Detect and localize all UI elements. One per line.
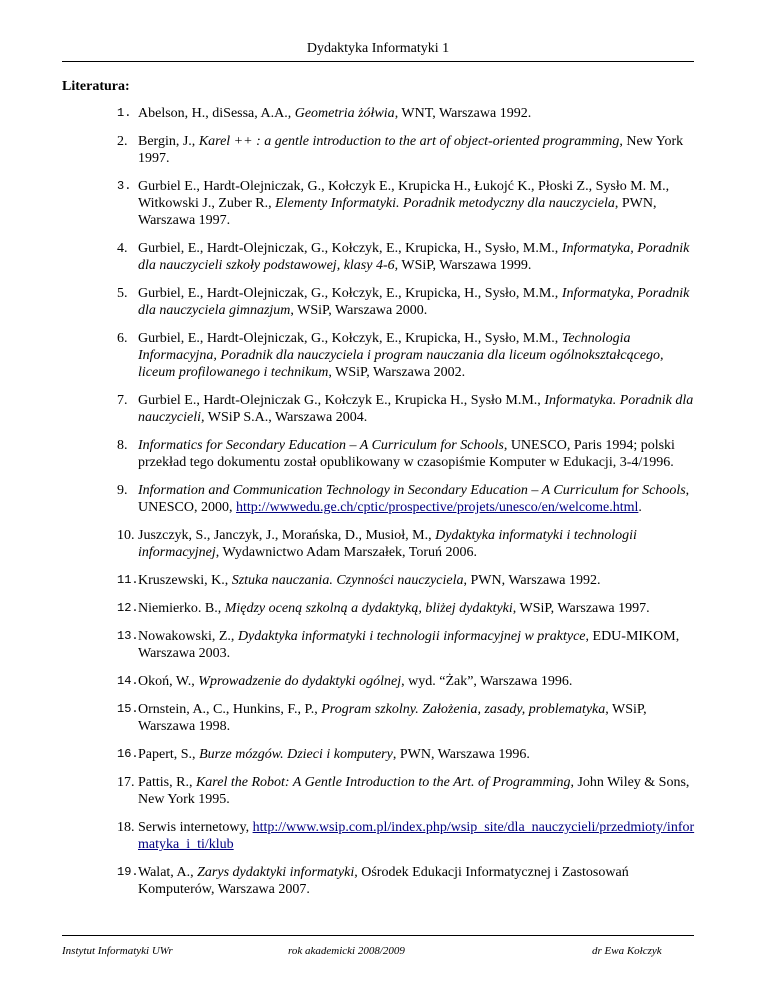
reference-number: 2. (117, 134, 128, 149)
footer-author: dr Ewa Kołczyk (592, 945, 662, 957)
reference-item (117, 819, 699, 853)
reference-publisher: , Ośrodek Edukacji Informatycznej i Zastosowań Komputerów, Warszawa 2007. (138, 865, 629, 897)
reference-number: 9. (117, 483, 128, 498)
reference-authors: Papert, S., (138, 747, 200, 762)
reference-item (117, 330, 699, 381)
reference-publisher: , PWN, Warszawa 1997. (138, 196, 657, 228)
reference-number: 12. (117, 601, 139, 615)
reference-item (117, 240, 699, 274)
reference-number: 14. (117, 674, 139, 688)
header-rule (62, 61, 694, 62)
reference-authors: Bergin, J., (138, 134, 199, 149)
reference-number: 11. (117, 573, 139, 587)
reference-item (117, 133, 699, 167)
reference-item (117, 701, 699, 735)
footer-academic-year: rok akademicki 2008/2009 (288, 945, 405, 957)
reference-item (117, 572, 699, 589)
reference-publisher: , PWN, Warszawa 1996. (392, 747, 530, 762)
reference-item (117, 105, 699, 122)
reference-number: 1. (117, 106, 132, 120)
reference-number: 4. (117, 241, 128, 256)
reference-item (117, 178, 699, 229)
reference-number: 18. (117, 820, 135, 835)
reference-title: Karel the Robot: A Gentle Introduction to the Art. of Programming (195, 775, 571, 790)
reference-authors: Juszczyk, S., Janczyk, J., Morańska, D., Musioł, M., (138, 528, 436, 543)
reference-publisher: , John Wiley & Sons, New York 1995. (138, 775, 690, 807)
reference-authors: Gurbiel E., Hardt-Olejniczak G., Kołczyk E., Krupicka H., Sysło M.M., (138, 393, 545, 408)
reference-title: Information and Communication Technology in Secondary Education – A Curriculum for Schools (138, 483, 686, 498)
reference-number: 19. (117, 865, 139, 879)
section-title: Literatura: (62, 79, 130, 94)
reference-publisher: , UNESCO, 2000, (138, 483, 690, 515)
reference-item (117, 600, 699, 617)
footer-rule (62, 935, 694, 936)
reference-item (117, 392, 699, 426)
reference-title: Program szkolny. Założenia, zasady, problematyka (321, 702, 606, 717)
reference-authors: Gurbiel E., Hardt-Olejniczak, G., Kołczyk E., Krupicka H., Łukojć K., Płoski Z., Sysło M. M., Witkowski J., Zuber R., (138, 179, 670, 211)
reference-publisher: , WSiP, Warszawa 2000. (290, 303, 428, 318)
reference-number: 15. (117, 702, 139, 716)
reference-item (117, 482, 699, 516)
reference-authors: Nowakowski, Z., (138, 629, 238, 644)
reference-link[interactable]: http://wwwedu.ge.ch/cptic/prospective/projets/unesco/en/welcome.html (236, 500, 639, 515)
reference-publisher: , WSiP, Warszawa 2002. (328, 365, 466, 380)
reference-title: Między oceną szkolną a dydaktyką, bliżej dydaktyki (224, 601, 513, 616)
reference-item (117, 285, 699, 319)
reference-item (117, 628, 699, 662)
reference-publisher: , EDU-MIKOM, Warszawa 2003. (138, 629, 680, 661)
reference-publisher: WSiP S.A., Warszawa 2004. (204, 410, 368, 425)
reference-publisher: , PWN, Warszawa 1992. (463, 573, 601, 588)
reference-authors: Gurbiel, E., Hardt-Olejniczak, G., Kołczyk, E., Krupicka, H., Sysło, M.M., (138, 241, 562, 256)
reference-link[interactable]: http://www.wsip.com.pl/index.php/wsip_site/dla_nauczycieli/przedmioty/informatyka_i_ti/klub (138, 820, 695, 852)
reference-number: 3. (117, 179, 132, 193)
reference-number: 16. (117, 747, 139, 761)
reference-number: 13. (117, 629, 139, 643)
reference-title: Zarys dydaktyki informatyki (197, 865, 355, 880)
reference-authors: Kruszewski, K., (138, 573, 232, 588)
reference-title: Technologia Informacyjna, Poradnik dla nauczyciela i program nauczania dla liceum ogólnokształcącego, liceum profilowanego i technikum (138, 331, 664, 380)
reference-end: . (638, 500, 642, 515)
reference-title: Sztuka nauczania. Czynności nauczyciela (231, 573, 464, 588)
reference-item (117, 527, 699, 561)
reference-authors: Serwis internetowy, (138, 820, 253, 835)
reference-item (117, 673, 699, 690)
reference-number: 5. (117, 286, 128, 301)
reference-publisher: , Wydawnictwo Adam Marszałek, Toruń 2006. (215, 545, 478, 560)
reference-authors: Abelson, H., diSessa, A.A., (138, 106, 295, 121)
reference-authors: Ornstein, A., C., Hunkins, F., P., (138, 702, 322, 717)
reference-publisher: , WSiP, Warszawa 1997. (512, 601, 650, 616)
reference-authors: Walat, A., (138, 865, 198, 880)
reference-publisher: , WSiP, Warszawa 1998. (138, 702, 647, 734)
reference-authors: Niemierko. B., (138, 601, 225, 616)
reference-item (117, 746, 699, 763)
reference-title: Informatics for Secondary Education – A Curriculum for Schools (138, 438, 504, 453)
reference-publisher: , wyd. “Żak”, Warszawa 1996. (401, 674, 573, 689)
reference-title: Informatyka. Poradnik dla nauczycieli, (138, 393, 694, 425)
reference-title: Burze mózgów. Dzieci i komputery (199, 747, 393, 762)
reference-number: 6. (117, 331, 128, 346)
reference-title: Informatyka, Poradnik dla nauczycieli szkoły podstawowej, klasy 4-6 (138, 241, 690, 273)
reference-title: Geometria żółwia (294, 106, 395, 121)
reference-number: 17. (117, 775, 135, 790)
page-header: Dydaktyka Informatyki 1 (306, 41, 450, 56)
reference-authors: Pattis, R., (138, 775, 196, 790)
reference-authors: Gurbiel, E., Hardt-Olejniczak, G., Kołczyk, E., Krupicka, H., Sysło, M.M., (138, 286, 562, 301)
reference-number: 10. (117, 528, 135, 543)
reference-item (117, 864, 699, 898)
reference-title: Informatyka, Poradnik dla nauczyciela gimnazjum (138, 286, 690, 318)
reference-publisher: , WNT, Warszawa 1992. (394, 106, 532, 121)
reference-item (117, 774, 699, 808)
footer-institute: Instytut Informatyki UWr (62, 945, 173, 957)
reference-authors: Okoń, W., (138, 674, 199, 689)
reference-title: Karel ++ : a gentle introduction to the art of object-oriented programming (198, 134, 620, 149)
reference-title: Wprowadzenie do dydaktyki ogólnej (198, 674, 402, 689)
reference-number: 8. (117, 438, 128, 453)
reference-title: Elementy Informatyki. Poradnik metodyczny dla nauczyciela (275, 196, 615, 211)
reference-number: 7. (117, 393, 128, 408)
reference-item (117, 437, 699, 471)
reference-authors: Gurbiel, E., Hardt-Olejniczak, G., Kołczyk, E., Krupicka, H., Sysło, M.M., (138, 331, 562, 346)
reference-title: Dydaktyka informatyki i technologii informacyjnej w praktyce (237, 629, 586, 644)
reference-title: Dydaktyka informatyki i technologii informacyjnej (138, 528, 637, 560)
reference-publisher: , New York 1997. (138, 134, 684, 166)
reference-publisher: , WSiP, Warszawa 1999. (394, 258, 532, 273)
reference-publisher: , UNESCO, Paris 1994; polski przekład tego dokumentu został opublikowany w czasopiśmie Komputer w Edukacji, 3-4/1996. (138, 438, 675, 470)
reference-list (117, 105, 699, 909)
